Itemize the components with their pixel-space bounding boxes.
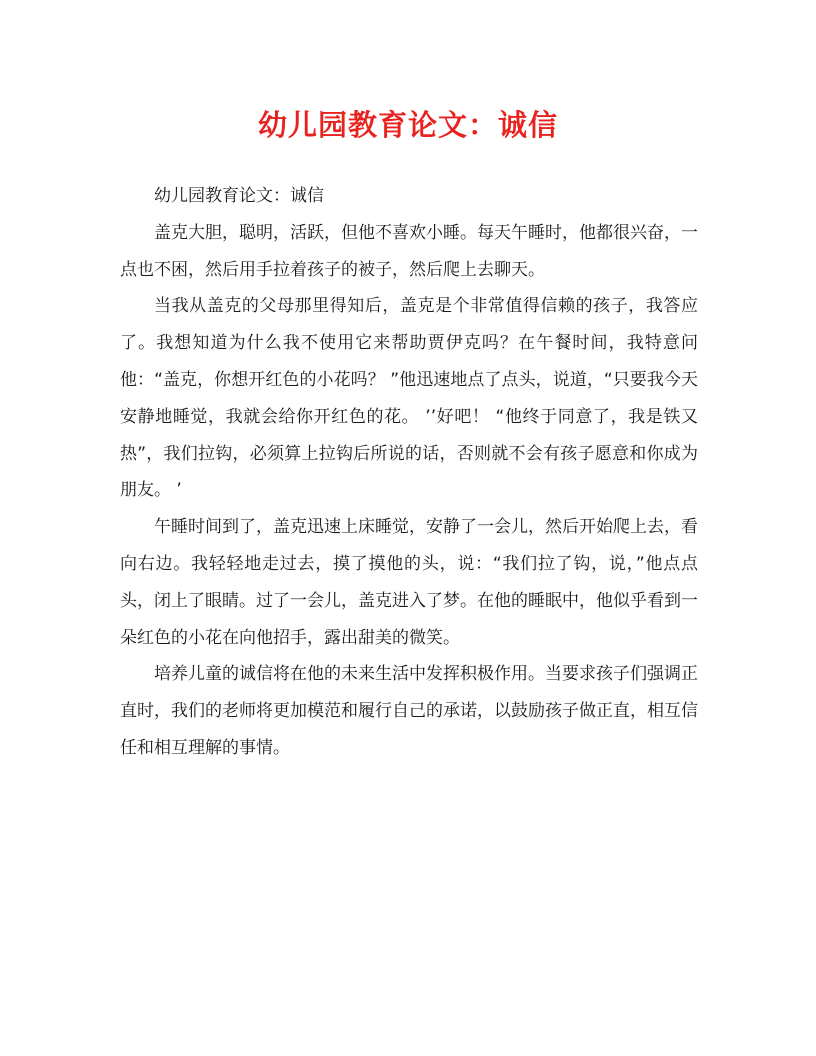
paragraph-1: 盖克大胆，聪明，活跃，但他不喜欢小睡。每天午睡时，他都很兴奋，一点也不困，然后用手拉着孩子的被子，然后爬上去聊天。 [120, 222, 698, 280]
paragraph-2: 当我从盖克的父母那里得知后，盖克是个非常值得信赖的孩子，我答应了。我想知道为什么我不使用它来帮助贾伊克吗？在午餐时间，我特意问他：“盖克，你想开红色的小花吗？ ”他迅速地点了点头，说道，“只要我今天安静地睡觉，我就会给你开红色的花。 ’’好吧！ “他终于同意了，我是铁又热”，我们拉钩，必须算上拉钩后所说的话，否则就不会有孩子愿意和你成为朋友。 ’ [120, 296, 698, 501]
paragraph-subtitle: 幼儿园教育论文：诚信 [154, 186, 324, 206]
document-body [120, 178, 698, 767]
document-title: 幼儿园教育论文：诚信 [257, 108, 558, 142]
paragraph-3: 午睡时间到了，盖克迅速上床睡觉，安静了一会儿，然后开始爬上去，看向右边。我轻轻地走过去，摸了摸他的头，说：“我们拉了钩，说，”他点点头，闭上了眼睛。过了一会儿，盖克进入了梦。在他的睡眠中，他似乎看到一朵红色的小花在向他招手，露出甜美的微笑。 [120, 517, 698, 648]
paragraph-4: 培养儿童的诚信将在他的未来生活中发挥积极作用。当要求孩子们强调正直时，我们的老师将更加模范和履行自己的承诺，以鼓励孩子做正直，相互信任和相互理解的事情。 [120, 664, 698, 758]
